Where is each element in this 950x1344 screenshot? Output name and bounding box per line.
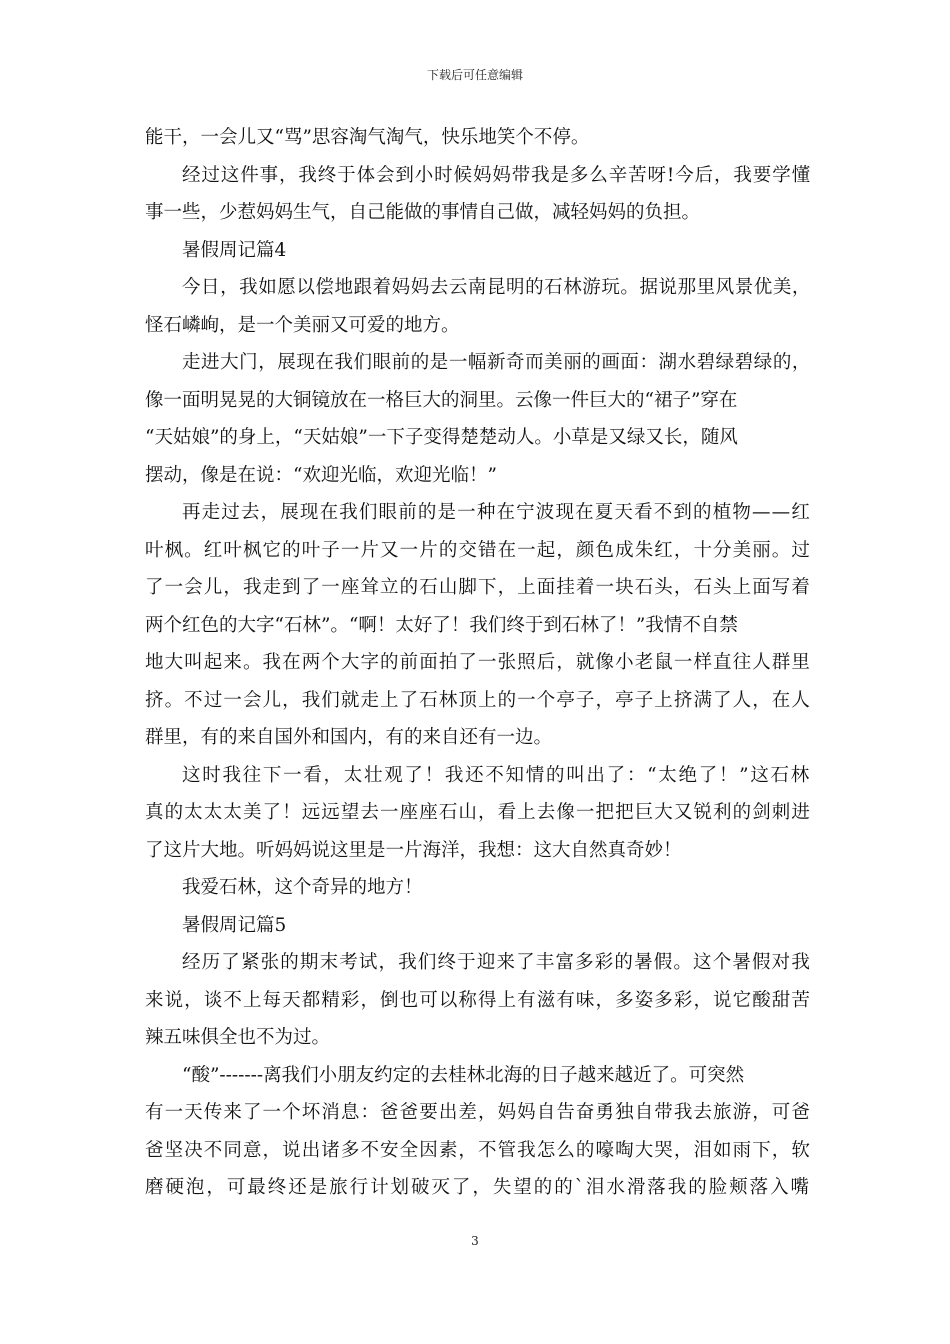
text-line: 来说，谈不上每天都精彩，倒也可以称得上有滋有味，多姿多彩，说它酸甜苦 xyxy=(145,989,811,1011)
text-line: 暑假周记篇4 xyxy=(182,239,287,261)
text-line: 今日，我如愿以偿地跟着妈妈去云南昆明的石林游玩。据说那里风景优美， xyxy=(182,277,811,298)
text-line: “天姑娘”的身上，“天姑娘”一下子变得楚楚动人。小草是又绿又长，随风 xyxy=(145,427,738,448)
text-line: 暑假周记篇5 xyxy=(182,914,287,936)
text-line: 事一些，少惹妈妈生气，自己能做的事情自己做，减轻妈妈的负担。 xyxy=(145,202,701,223)
text-line: “酸”-------离我们小朋友约定的去桂林北海的日子越来越近了。可突然 xyxy=(182,1064,745,1086)
page-number: 3 xyxy=(471,1234,479,1248)
text-line: 地大叫起来。我在两个大字的前面拍了一张照后，就像小老鼠一样直往人群里 xyxy=(145,652,811,673)
text-line: 两个红色的大字“石林”。“啊！太好了！我们终于到石林了！”我情不自禁 xyxy=(145,614,738,636)
text-line: 摆动，像是在说：“欢迎光临，欢迎光临！” xyxy=(145,464,497,486)
page-header: 下载后可任意编辑 xyxy=(426,68,523,82)
text-line: 辣五味俱全也不为过。 xyxy=(145,1027,331,1048)
text-line: 有一天传来了一个坏消息：爸爸要出差，妈妈自告奋勇独自带我去旅游，可爸 xyxy=(145,1102,811,1123)
text-line: 了一会儿，我走到了一座耸立的石山脚下，上面挂着一块石头，石头上面写着 xyxy=(145,577,811,598)
text-line: 了这片大地。听妈妈说这里是一片海洋，我想：这大自然真奇妙！ xyxy=(145,839,682,861)
document-body xyxy=(145,119,811,1207)
text-line: 像一面明晃晃的大铜镜放在一格巨大的洞里。云像一件巨大的“裙子”穿在 xyxy=(145,389,738,411)
text-line: 真的太太太美了！远远望去一座座石山，看上去像一把把巨大又锐利的剑刺进 xyxy=(145,802,811,823)
text-line: 爸坚决不同意，说出诸多不安全因素，不管我怎么的嚎啕大哭，泪如雨下，软 xyxy=(145,1139,811,1161)
text-line: 怪石嶙峋，是一个美丽又可爱的地方。 xyxy=(145,314,460,336)
text-line: 能干，一会儿又“骂”思容淘气淘气，快乐地笑个不停。 xyxy=(145,127,590,148)
text-line: 叶枫。红叶枫它的叶子一片又一片的交错在一起，颜色成朱红，十分美丽。过 xyxy=(145,539,811,561)
text-line: 走进大门，展现在我们眼前的是一幅新奇而美丽的画面：湖水碧绿碧绿的， xyxy=(182,352,811,373)
text-line: 群里，有的来自国外和国内，有的来自还有一边。 xyxy=(145,727,553,748)
text-line: 经历了紧张的期末考试，我们终于迎来了丰富多彩的暑假。这个暑假对我 xyxy=(182,952,811,973)
text-line: 挤。不过一会儿，我们就走上了石林顶上的一个亭子，亭子上挤满了人，在人 xyxy=(145,689,811,711)
text-line: 这时我往下一看，太壮观了！我还不知情的叫出了：“太绝了！”这石林 xyxy=(182,764,811,786)
text-line: 再走过去，展现在我们眼前的是一种在宁波现在夏天看不到的植物——红 xyxy=(182,502,811,523)
text-line: 我爱石林，这个奇异的地方！ xyxy=(182,877,423,898)
text-line: 磨硬泡，可最终还是旅行计划破灭了，失望的的`泪水滑落我的脸颊落入嘴 xyxy=(145,1177,811,1198)
text-line: 经过这件事，我终于体会到小时候妈妈带我是多么辛苦呀!今后，我要学懂 xyxy=(182,164,811,186)
